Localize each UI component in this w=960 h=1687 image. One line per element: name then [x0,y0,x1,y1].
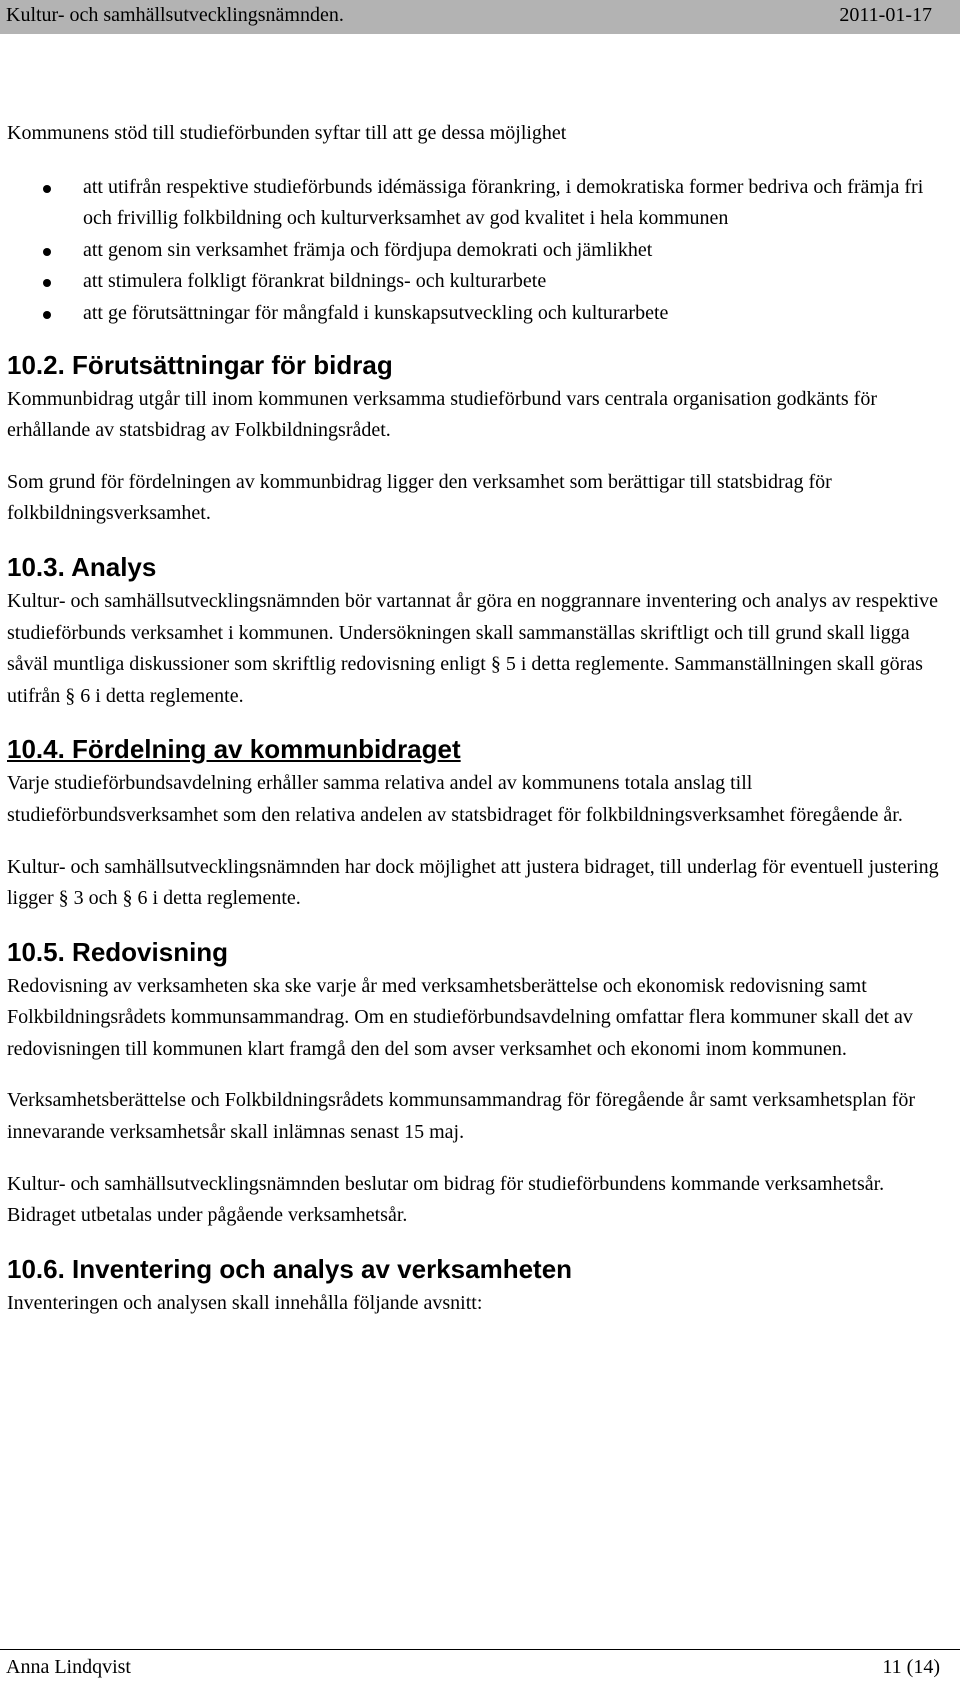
section-10-4 [7,732,952,914]
section-heading: 10.5. Redovisning [7,936,229,967]
paragraph: Varje studieförbundsavdelning erhåller samma relativa andel av kommunens totala anslag till studieförbundsverksamhet som den relativa andelen av statsbidraget för folkbildningsverksamhet föregående år. [7,772,903,826]
page-footer [0,1649,960,1678]
list-item: att ge förutsättningar för mångfald i kunskapsutveckling och kulturarbete [7,298,952,330]
list-item: att utifrån respektive studieförbunds idémässiga förankring, i demokratiska former bedriva och främja fri och frivillig folkbildning och kulturverksamhet av god kvalitet i hela kommunen [7,172,952,235]
intro-paragraph: Kommunens stöd till studieförbunden syftar till att ge dessa möjlighet [7,122,567,144]
paragraph: Som grund för fördelningen av kommunbidrag ligger den verksamhet som berättigar till statsbidrag för folkbildningsverksamhet. [7,470,832,525]
section-heading: 10.4. Fördelning av kommunbidraget [7,734,461,765]
list-item: att genom sin verksamhet främja och fördjupa demokrati och jämlikhet [7,235,952,267]
section-heading: 10.3. Analys [7,551,157,582]
section-10-3 [7,550,952,712]
paragraph: Kommunbidrag utgår till inom kommunen verksamma studieförbund vars centrala organisation godkänts för erhållande av statsbidrag av Folkbildningsrådet. [7,387,877,442]
paragraph: Verksamhetsberättelse och Folkbildningsrådets kommunsammandrag för föregående år samt verksamhetsplan för innevarande verksamhetsår skall inlämnas senast 15 maj. [7,1089,916,1144]
header-date: 2011-01-17 [839,4,932,26]
purpose-list [7,172,952,330]
paragraph: Kultur- och samhällsutvecklingsnämnden beslutar om bidrag för studieförbundens kommande verksamhetsår. Bidraget utbetalas under pågående verksamhetsår. [7,1172,885,1227]
page-header [0,0,960,34]
paragraph: Kultur- och samhällsutvecklingsnämnden bör vartannat år göra en noggrannare inventering och analys av respektive studieförbunds verksamhet i kommunen. Undersökningen skall sammanställas skriftligt och till grund skall ligga såväl muntliga diskussioner som skriftlig redovisning enligt § 5 i detta reglemente. Sammanställningen skall göras utifrån § 6 i detta reglemente. [7,589,938,707]
footer-page-number: 11 (14) [882,1656,940,1678]
paragraph: Redovisning av verksamheten ska ske varje år med verksamhetsberättelse och ekonomisk redovisning samt Folkbildningsrådets kommunsammandrag. Om en studieförbundsavdelning omfattar flera kommuner skall det av redovisningen till kommunen klart framgå den del som avser verksamhet och ekonomi inom kommunen. [7,974,913,1060]
section-heading: 10.6. Inventering och analys av verksamheten [7,1253,573,1284]
footer-author: Anna Lindqvist [6,1656,131,1678]
section-10-2 [7,348,952,530]
document-body [7,118,952,1339]
section-10-6 [7,1252,952,1320]
list-item: att stimulera folkligt förankrat bildnings- och kulturarbete [7,266,952,298]
paragraph: Inventeringen och analysen skall innehålla följande avsnitt: [7,1291,483,1314]
header-committee: Kultur- och samhällsutvecklingsnämnden. [6,4,344,26]
section-10-5 [7,935,952,1232]
section-heading: 10.2. Förutsättningar för bidrag [7,349,393,380]
paragraph: Kultur- och samhällsutvecklingsnämnden har dock möjlighet att justera bidraget, till underlag för eventuell justering ligger § 3 och § 6 i detta reglemente. [7,855,939,910]
